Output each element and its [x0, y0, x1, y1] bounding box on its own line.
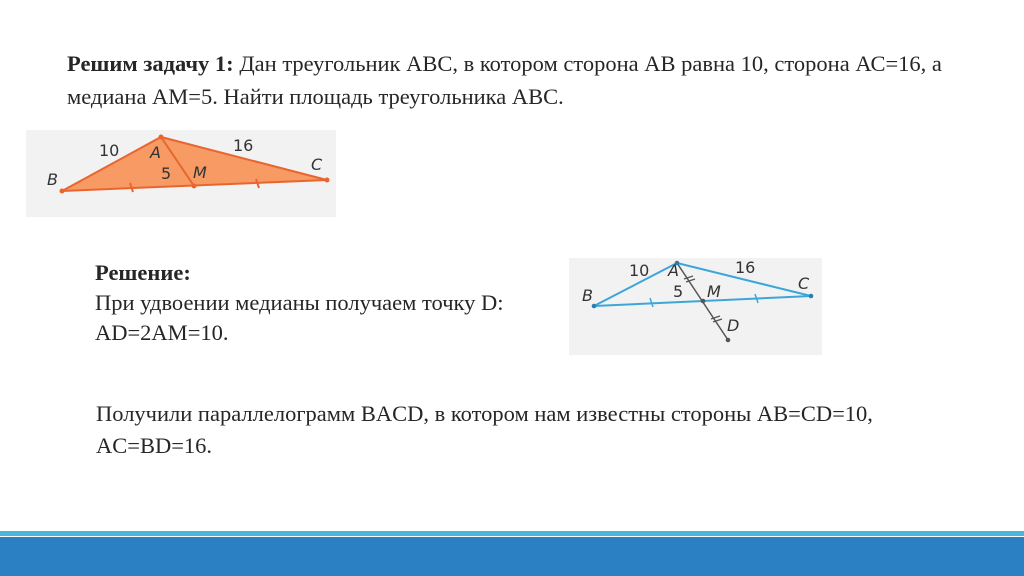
point-c: [809, 294, 814, 299]
label-ac: 16: [735, 258, 756, 277]
label-a: A: [150, 143, 161, 162]
problem-lead: Решим задачу 1:: [67, 51, 234, 76]
label-ac: 16: [233, 136, 254, 155]
label-c: C: [798, 274, 810, 293]
problem-text: Дан треугольник АВС, в котором сторона АВ равна 10, сторона АС=16, а медиана АМ=5. Найти площадь треугольника АВС.: [67, 51, 942, 109]
parallelogram-diagram: [569, 258, 822, 355]
point-d: [726, 338, 731, 343]
label-am: 5: [673, 282, 684, 301]
label-am: 5: [161, 164, 172, 183]
label-m: M: [707, 282, 721, 301]
label-ab: 10: [629, 261, 650, 280]
footer-accent-line: [0, 531, 1024, 536]
label-c: C: [311, 155, 323, 174]
solution-line-1: При удвоении медианы получаем точку D:: [95, 290, 504, 315]
label-a: A: [668, 261, 679, 280]
label-b: B: [47, 170, 58, 189]
point-m: [192, 184, 197, 189]
label-ab: 10: [99, 141, 120, 160]
triangle-abc-diagram: [26, 130, 336, 217]
point-c: [325, 178, 330, 183]
problem-statement: [67, 47, 947, 113]
label-m: M: [193, 163, 207, 182]
conclusion-text: Получили параллелограмм BACD, в котором нам известны стороны AB=CD=10, AC=BD=16.: [96, 401, 873, 458]
footer-bar: [0, 537, 1024, 576]
triangle-figure: [26, 130, 336, 217]
doubled-median-figure: [569, 258, 822, 355]
label-b: B: [582, 286, 593, 305]
point-b: [60, 189, 65, 194]
solution-line-2: AD=2AM=10.: [95, 320, 229, 345]
point-a: [159, 135, 164, 140]
point-m: [701, 299, 706, 304]
label-d: D: [727, 316, 740, 335]
solution-heading: Решение:: [95, 260, 191, 285]
solution-block: [95, 258, 575, 348]
